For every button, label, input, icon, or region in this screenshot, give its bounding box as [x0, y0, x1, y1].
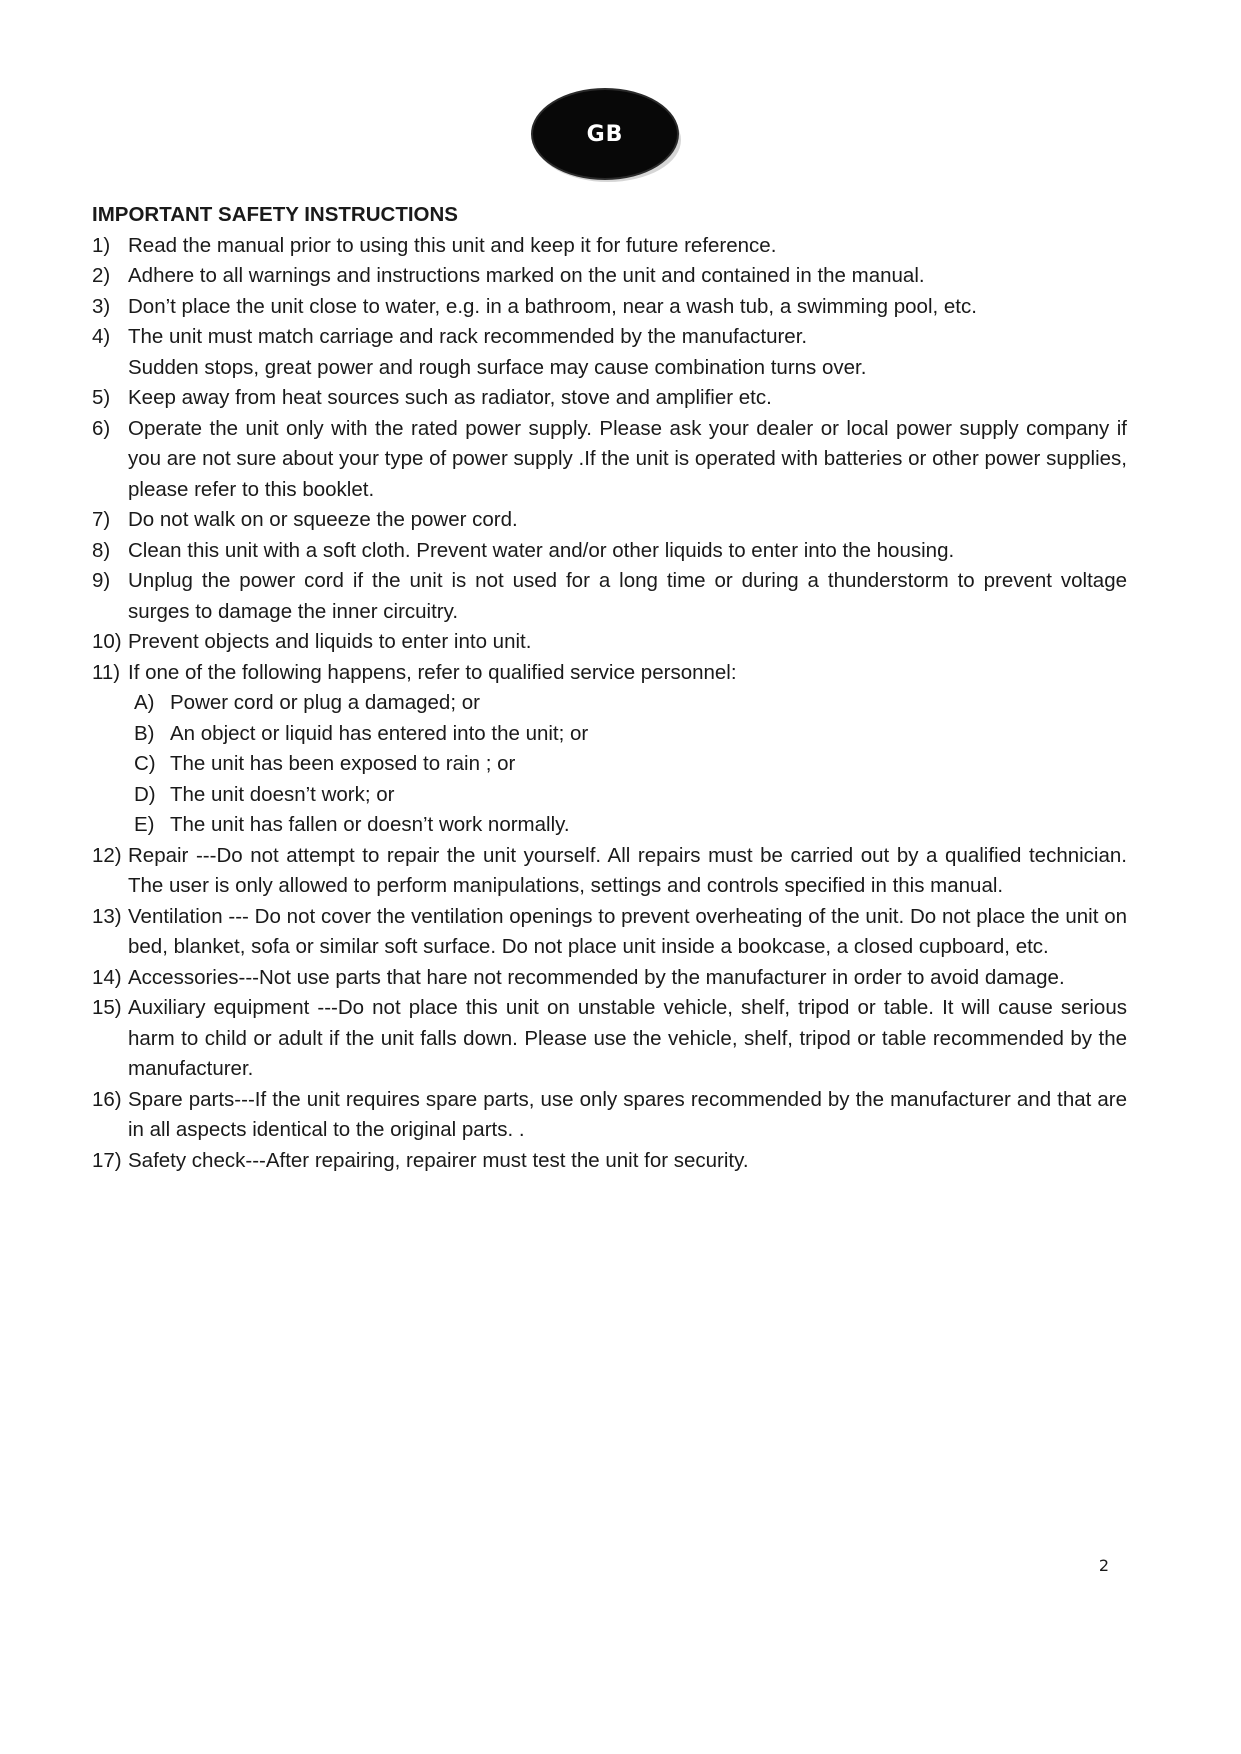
list-item — [92, 414, 1127, 506]
item-number: 8) — [92, 538, 111, 562]
item-text: Keep away from heat sources such as radiator, stove and amplifier etc. — [128, 386, 772, 409]
item-number: 2) — [92, 264, 111, 287]
item-number: 17) — [92, 1148, 122, 1172]
list-item — [92, 566, 1127, 627]
sub-item-text: The unit doesn’t work; or — [170, 782, 395, 806]
list-item — [92, 658, 1127, 689]
item-text: Clean this unit with a soft cloth. Prevent water and/or other liquids to enter into the housing. — [128, 538, 955, 562]
item-text: Auxiliary equipment ---Do not place this unit on unstable vehicle, shelf, tripod or table. It will cause serious harm to child or adult if the unit falls down. Please use the vehicle, shelf, tripod or table recommended by the manufacturer. — [128, 996, 1127, 1080]
item-number: 4) — [92, 325, 111, 348]
list-item — [92, 963, 1127, 994]
item-text: The unit must match carriage and rack recommended by the manufacturer. — [128, 325, 808, 348]
list-item — [92, 902, 1127, 963]
item-text: Repair ---Do not attempt to repair the unit yourself. All repairs must be carried out by a qualified technician. The user is only allowed to perform manipulations, settings and controls specified in this manual. — [128, 843, 1127, 897]
list-item — [92, 841, 1127, 902]
list-item — [92, 322, 1127, 353]
item-text: Do not walk on or squeeze the power cord. — [128, 508, 518, 531]
sub-item-text: An object or liquid has entered into the unit; or — [170, 721, 589, 745]
sub-list-item — [132, 749, 1127, 780]
item-number: 3) — [92, 294, 111, 318]
item-text: Accessories---Not use parts that hare not recommended by the manufacturer in order to avoid damage. — [128, 965, 1065, 989]
item-text: Adhere to all warnings and instructions marked on the unit and contained in the manual. — [128, 264, 925, 287]
language-badge — [531, 88, 681, 184]
item-text: Unplug the power cord if the unit is not used for a long time or during a thunderstorm to prevent voltage surges to damage the inner circuitry. — [128, 569, 1127, 623]
sub-list-item — [132, 688, 1127, 719]
list-item — [92, 1085, 1127, 1146]
list-item — [92, 231, 1127, 262]
item-text: Spare parts---If the unit requires spare parts, use only spares recommended by the manufacturer and that are in all aspects identical to the original parts. . — [128, 1087, 1127, 1141]
item-text: If one of the following happens, refer to qualified service personnel: — [128, 660, 737, 684]
language-badge-label: GB — [531, 88, 679, 180]
list-item — [92, 993, 1127, 1085]
item-number: 13) — [92, 904, 122, 928]
safety-instructions — [92, 200, 1127, 1176]
list-item — [92, 383, 1127, 414]
item-number: 5) — [92, 386, 111, 409]
sub-list-item — [132, 810, 1127, 841]
sub-item-letter: C) — [134, 752, 156, 775]
sub-item-letter: D) — [134, 782, 156, 806]
sub-item-text: Power cord or plug a damaged; or — [170, 691, 480, 714]
list-item — [92, 292, 1127, 323]
list-item — [92, 627, 1127, 658]
item-number: 16) — [92, 1087, 122, 1111]
list-item — [92, 505, 1127, 536]
list-item — [92, 536, 1127, 567]
sub-item-letter: A) — [134, 691, 155, 714]
item-number: 14) — [92, 965, 122, 989]
item-continuation: Sudden stops, great power and rough surface may cause combination turns over. — [128, 355, 867, 379]
list-item — [92, 261, 1127, 292]
sub-item-letter: B) — [134, 721, 155, 745]
sub-item-letter: E) — [134, 813, 155, 836]
sub-list-item — [132, 719, 1127, 750]
list-item — [92, 1146, 1127, 1177]
page-number: 2 — [1098, 1556, 1109, 1575]
item-text: Safety check---After repairing, repairer must test the unit for security. — [128, 1148, 749, 1172]
item-number: 12) — [92, 843, 122, 867]
section-title: IMPORTANT SAFETY INSTRUCTIONS — [92, 203, 458, 226]
item-text: Don’t place the unit close to water, e.g. in a bathroom, near a wash tub, a swimming pool, etc. — [128, 294, 977, 318]
item-number: 10) — [92, 630, 122, 653]
item-text: Operate the unit only with the rated power supply. Please ask your dealer or local power supply company if you are not sure about your type of power supply .If the unit is operated with batteries or other power supplies, please refer to this booklet. — [128, 416, 1127, 501]
item-number: 11) — [92, 660, 121, 684]
sub-item-text: The unit has fallen or doesn’t work normally. — [170, 813, 570, 836]
item-text: Read the manual prior to using this unit and keep it for future reference. — [128, 233, 777, 257]
item-number: 9) — [92, 569, 111, 592]
item-number: 6) — [92, 416, 111, 440]
sub-item-text: The unit has been exposed to rain ; or — [170, 752, 516, 775]
sub-list-item — [132, 780, 1127, 811]
item-text: Ventilation --- Do not cover the ventilation openings to prevent overheating of the unit. Do not place the unit on bed, blanket, sofa or similar soft surface. Do not place unit inside a bookcase, a closed cupboard, etc. — [128, 904, 1127, 958]
item-number: 7) — [92, 508, 111, 531]
item-text: Prevent objects and liquids to enter into unit. — [128, 630, 532, 653]
item-number: 15) — [92, 996, 122, 1019]
item-number: 1) — [92, 233, 111, 257]
